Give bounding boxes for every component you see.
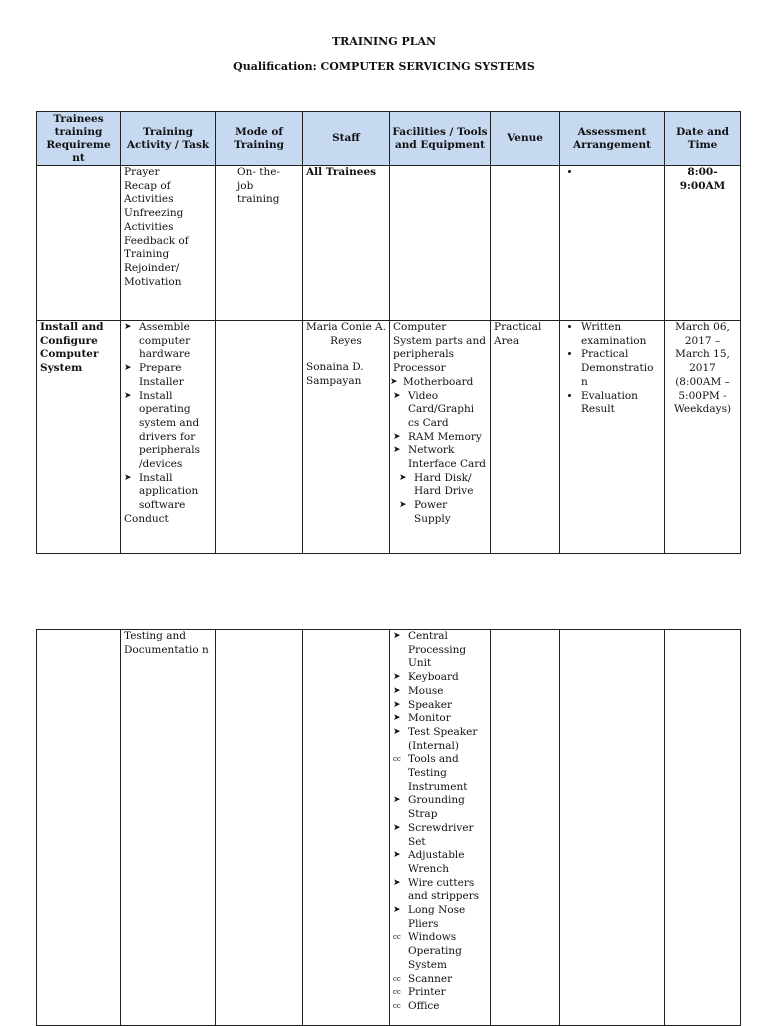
facilities-cell (390, 166, 491, 321)
staff-cell: All Trainees (303, 166, 390, 321)
list-item: • Practical Demonstratio n (581, 348, 661, 389)
list-item: ➤ Install operating system and drivers for peripherals /devices (124, 390, 212, 472)
header-date-time: Date and Time (665, 112, 741, 166)
facilities-list (393, 376, 487, 527)
mode-cell (216, 630, 303, 1026)
facilities-cell (390, 321, 491, 554)
assessment-list (563, 321, 661, 417)
list-item: ➤ Wire cutters and strippers (393, 877, 487, 904)
list-item: ➤ Speaker (393, 699, 487, 713)
list-item: ➤ Mouse (393, 685, 487, 699)
list-item: ➤ Keyboard (393, 671, 487, 685)
activity-line: Unfreezing Activities (124, 207, 184, 233)
facilities-intro: Computer System parts and peripherals Processor (393, 321, 486, 375)
activity-cell (121, 166, 216, 321)
header-assessment: Assessment Arrangement (560, 112, 665, 166)
header-activity: Training Activity / Task (121, 112, 216, 166)
staff-name: Sonaina D. Sampayan (306, 361, 364, 388)
list-item: cc Windows Operating System (393, 931, 487, 972)
list-item: ➤ Monitor (393, 712, 487, 726)
list-item: ➤ Video Card/Graphi cs Card (393, 390, 487, 431)
time-cell: 8:00- 9:00AM (665, 166, 741, 321)
activity-line: Prayer (124, 166, 160, 178)
assessment-cell (560, 630, 665, 1026)
list-item: ➤ Prepare Installer (124, 362, 212, 389)
list-item (581, 166, 661, 180)
venue-cell: Practical Area (491, 321, 560, 554)
venue-cell (491, 166, 560, 321)
staff-cell (303, 630, 390, 1026)
training-plan-table (36, 111, 741, 554)
list-item: ➤ Long Nose Pliers (393, 904, 487, 931)
table-row (37, 166, 741, 321)
list-item: ➤ Power Supply (396, 499, 487, 526)
list-item: • Written examination (581, 321, 661, 348)
list-item: ➤ Central Processing Unit (393, 630, 487, 671)
mode-cell (216, 166, 303, 321)
header-row (37, 112, 741, 166)
list-item: ➤ Network Interface Card (393, 444, 487, 471)
venue-cell (491, 630, 560, 1026)
list-item: ➤ Grounding Strap (393, 794, 487, 821)
task-cell (121, 321, 216, 554)
activity-cell: Testing and Documentatio n (121, 630, 216, 1026)
staff-cell (303, 321, 390, 554)
list-item: cc Tools and Testing Instrument (393, 753, 487, 794)
list-item: • Evaluation Result (581, 390, 661, 417)
task-tail: Conduct (124, 512, 169, 525)
assessment-cell (560, 166, 665, 321)
assessment-list (563, 166, 661, 180)
requirement-cell (37, 630, 121, 1026)
requirement-cell (37, 166, 121, 321)
list-item: ➤ Install application software (124, 472, 212, 513)
mode-text: On- the- job training (237, 166, 280, 206)
list-item: cc Office (393, 1000, 487, 1014)
header-mode: Mode of Training (216, 112, 303, 166)
table-row (37, 321, 741, 554)
list-item: ➤ Screwdriver Set (393, 822, 487, 849)
list-item: ➤ Adjustable Wrench (393, 849, 487, 876)
header-facilities: Facilities / Tools and Equipment (390, 112, 491, 166)
list-item: ➤ Motherboard (393, 376, 487, 390)
list-item: ➤ RAM Memory (393, 431, 487, 445)
activity-line: Feedback of Training (124, 234, 189, 261)
list-item: cc Scanner (393, 973, 487, 987)
header-staff: Staff (303, 112, 390, 166)
list-item: cc Printer (393, 986, 487, 1000)
activity-line: Rejoinder/ Motivation (124, 261, 182, 288)
table-row (37, 630, 741, 1026)
facilities-cell (390, 630, 491, 1026)
document-title: TRAINING PLAN (331, 35, 437, 48)
assessment-cell (560, 321, 665, 554)
activity-line: Recap of Activities (124, 179, 174, 206)
header-requirement: Trainees training Requireme nt (37, 112, 121, 166)
header-venue: Venue (491, 112, 560, 166)
date-cell: March 06, 2017 – March 15, 2017 (8:00AM – 5:00PM - Weekdays) (665, 321, 741, 554)
list-item: ➤ Test Speaker (Internal) (393, 726, 487, 753)
qualification-heading: Qualification: COMPUTER SERVICING SYSTEMS (233, 60, 535, 73)
staff-name: Maria Conie A. Reyes (306, 321, 386, 347)
mode-cell (216, 321, 303, 554)
training-plan-table-continued (36, 629, 741, 1026)
list-item: ➤ Assemble computer hardware (124, 321, 212, 362)
date-cell (665, 630, 741, 1026)
list-item: ➤ Hard Disk/ Hard Drive (396, 472, 487, 499)
task-list (124, 321, 212, 513)
requirement-cell: Install and Configure Computer System (37, 321, 121, 554)
facilities-list (393, 630, 487, 1014)
